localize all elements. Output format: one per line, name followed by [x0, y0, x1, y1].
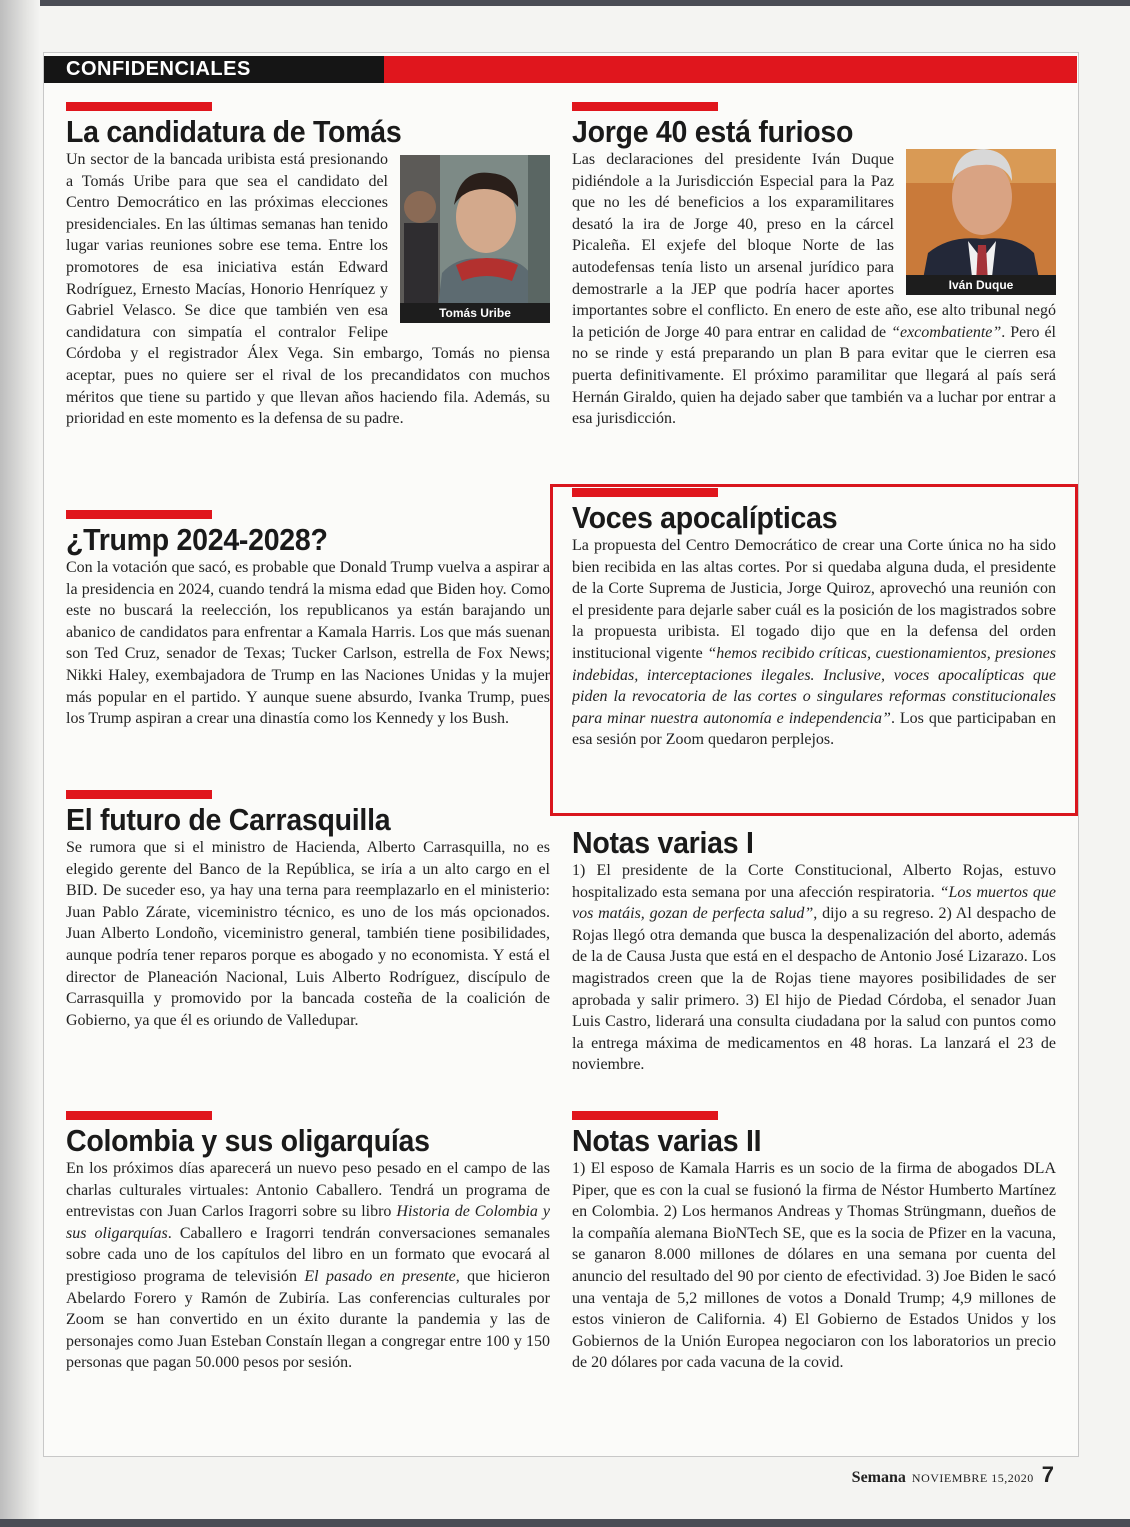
bottom-edge — [0, 1519, 1130, 1527]
article-headline: Jorge 40 está furioso — [572, 114, 854, 149]
page-number: 7 — [1041, 1462, 1054, 1487]
article-trump — [66, 510, 550, 779]
article-headline: Voces apocalípticas — [572, 500, 838, 535]
photo-tomas-uribe — [400, 155, 550, 323]
article-accent-bar — [572, 102, 718, 111]
article-accent-bar — [66, 102, 212, 111]
magazine-name: Semana — [851, 1469, 906, 1486]
portrait-image — [906, 149, 1056, 295]
article-text-b: . Los que participaban en esa sesión por Zoom quedaron perplejos. — [572, 709, 1056, 749]
article-text-c: , que hicieron Abelardo Forero y Ramón de Zubiría. Las conferencias culturales por Zoom se han convertido en un éxito durante la pandemia y las de personajes como Juan Esteban Constaín llegan a congregar entre 100 y 150 personas que pagan 50.000 pesos por sesión. — [66, 1267, 550, 1372]
photo-caption: Iván Duque — [906, 275, 1056, 295]
article-text-b: . Caballero e Iragorri tendrán conversaciones semanales sobre cada uno de los capítulos del libro en un formato que evocará al prestigioso programa de televisión — [66, 1224, 550, 1285]
article-body — [66, 837, 550, 1081]
issue-date: NOVIEMBRE 15,2020 — [911, 1471, 1034, 1485]
article-text: Se rumora que si el ministro de Hacienda, Alberto Carrasquilla, no es elegido gerente del Banco de la República, se iría a un alto cargo en el BID. De suceder eso, ya hay una terna para reemplazarlo en el ministerio: Juan Pablo Zárate, viceministro técnico, es uno de los más opcionados. Juan Alberto Londoño, viceministro general, también tiene posibilidades, aunque podría tener reparos porque es abogado y no economista. Y está el director de Planeación Nacional, Luis Alberto Rodríguez, discípulo de Carrasquilla y promovido por la bancada costeña de la coalición de Gobierno, ya que él es oriundo de Valledupar. — [66, 839, 550, 1029]
section-header — [44, 56, 1077, 83]
article-text-b: . Pero él no se rinde y está preparando un plan B para evitar que le cierren esa puerta definitivamente. El próximo paramilitar que llegará al país será Hernán Giraldo, quien ha dejado saber que también va a luchar por entrar a esa jurisdicción. — [572, 323, 1056, 428]
article-notas-varias-1 — [572, 813, 1056, 1104]
highlight-frame — [550, 484, 1078, 816]
article-headline: El futuro de Carrasquilla — [66, 802, 391, 837]
section-header-red — [384, 56, 1077, 83]
article-body — [66, 1158, 550, 1424]
article-body — [66, 149, 550, 495]
article-text-b: , dijo a su regreso. 2) Al despacho de Rojas llegó otra demanda que busca la despenalización del aborto, además de la de Causa Justa que está en el despacho de Antonio José Lizarazo. Los magistrados creen que la de Rojas tiene mayores posibilidades de ser aprobada y salir primero. 3) El hijo de Piedad Córdoba, el senador Juan Luis Castro, liderará una consulta ciudadana por la salud con puntos como la entrega máxima de medicamentos en 48 horas. La lanzará el 23 de noviembre. — [572, 905, 1056, 1074]
article-colombia — [66, 1111, 550, 1424]
article-accent-bar — [66, 1111, 212, 1120]
page-gutter-shadow — [0, 0, 40, 1527]
article-notas-varias-2 — [572, 1111, 1056, 1424]
article-accent-bar — [66, 510, 212, 519]
article-text-a: La propuesta del Centro Democrático de crear una Corte única no ha sido bien recibida en las altas cortes. Por si quedaba alguna duda, el presidente de la Corte Suprema de Justicia, Jorge Quiroz, aprovechó una reunión con el presidente para dejarle saber cuál es la posición de los magistrados sobre la propuesta uribista. El togado dijo que en la defensa del orden institucional vigente — [572, 537, 1056, 662]
article-body — [572, 1158, 1056, 1424]
top-edge — [0, 0, 1130, 6]
article-carrasquilla — [66, 790, 550, 1081]
article-accent-bar — [66, 790, 212, 799]
article-jorge40 — [572, 102, 1056, 478]
article-headline: Notas varias I — [572, 825, 754, 860]
article-body — [572, 860, 1056, 1104]
article-headline: La candidatura de Tomás — [66, 114, 402, 149]
section-title: CONFIDENCIALES — [66, 58, 251, 80]
article-headline: ¿Trump 2024-2028? — [66, 522, 328, 557]
portrait-image — [400, 155, 550, 323]
article-accent-bar — [572, 1111, 718, 1120]
photo-caption: Tomás Uribe — [400, 303, 550, 323]
article-text-a: Las declaraciones del presidente Iván Duque pidiéndole a la Jurisdicción Especial para la Paz que no les dé beneficios a los exparamilitares desató la ira de Jorge 40, preso en la cárcel Picaleña. El exjefe del bloque Norte de las autodefensas tenía listo un arsenal jurídico para demostrarle a la JEP que podría hacer aportes importantes sobre el conflicto. En enero de este año, ese alto tribunal negó la petición de Jorge 40 para entrar en calidad de — [572, 151, 1056, 341]
article-body — [572, 149, 1056, 478]
article-italic-title: Historia de Colombia y sus oligarquías — [66, 1203, 550, 1242]
article-quote: “excombatiente” — [891, 323, 1002, 341]
article-text: 1) El esposo de Kamala Harris es un socio de la firma de abogados DLA Piper, que es con la cual se fusionó la firma de Néstor Humberto Martínez en Colombia. 2) Los hermanos Andreas y Thomas Strüngmann, dueños de la compañía alemana BioNTech SE, que es la socia de Pfizer en la vacuna, se ganaron 8.000 millones de dólares en una semana por cuenta del anuncio del resultado del 90 por ciento de efectividad. 3) Joe Biden le sacó una ventaja de 5,2 millones de votos a Donald Trump; 4,9 millones de estos vinieron de California. 4) El Gobierno de Estados Unidos y los Gobiernos de la Unión Europea negociaron con los laboratorios un precio de 20 dólares por cada vacuna de la covid. — [572, 1160, 1056, 1372]
article-italic-title: El pasado en presente — [304, 1267, 456, 1285]
article-text-a: En los próximos días aparecerá un nuevo peso pesado en el campo de las charlas culturales virtuales: Antonio Caballero. Tendrá un programa de entrevistas con Juan Carlos Iragorri sobre su libro — [66, 1160, 550, 1221]
article-tomas — [66, 102, 550, 495]
article-quote: “hemos recibido críticas, cuestionamientos, presiones indebidas, interceptaciones ilegales. Inclusive, voces apocalípticas que piden la revocatoria de las cortes o singulares reformas constitucionales para minar nuestra autonomía e independencia” — [572, 644, 1056, 727]
photo-ivan-duque — [906, 149, 1056, 295]
article-quote: “Los muertos que vos matáis, gozan de perfecta salud” — [572, 883, 1056, 923]
article-text: Un sector de la bancada uribista está presionando a Tomás Uribe para que sea el candidato del Centro Democrático en las próximas elecciones presidenciales. En las últimas semanas han tenido lugar varias reuniones sobre ese tema. Entre los promotores de esa iniciativa están Edward Rodríguez, Ernesto Macías, Honorio Henríquez y Gabriel Velasco. Se dice que también ven esa candidatura con simpatía el contralor Felipe Córdoba y el registrador Álex Vega. Sin embargo, Tomás no piensa aceptar, pues no quiere ser el rival de los precandidatos con muchos méritos que tiene su partido y que llevan años haciendo fila. Además, su prioridad en este momento es la defensa de su padre. — [66, 151, 550, 428]
article-text-a: 1) El presidente de la Corte Constitucional, Alberto Rojas, estuvo hospitalizado esta semana por una afección respiratoria. — [572, 862, 1056, 901]
article-text: Con la votación que sacó, es probable que Donald Trump vuelva a aspirar a la presidencia en 2024, cuando tendrá la misma edad que Biden hoy. Como este no buscará la reelección, los republicanos ya están barajando un abanico de candidatos para enfrentar a Kamala Harris. Los que más suenan son Ted Cruz, senador de Texas; Tucker Carlson, estrella de Fox News; Nikki Haley, exembajadora de Trump en las Naciones Unidas y la mujer más popular en el partido. Y aunque suene absurdo, Ivanka Trump, pues los Trump aspiran a crear una dinastía como los Kennedy y los Bush. — [66, 559, 550, 728]
article-body — [66, 557, 550, 779]
article-headline: Notas varias II — [572, 1123, 762, 1158]
page-footer — [852, 1462, 1054, 1488]
article-headline: Colombia y sus oligarquías — [66, 1123, 430, 1158]
